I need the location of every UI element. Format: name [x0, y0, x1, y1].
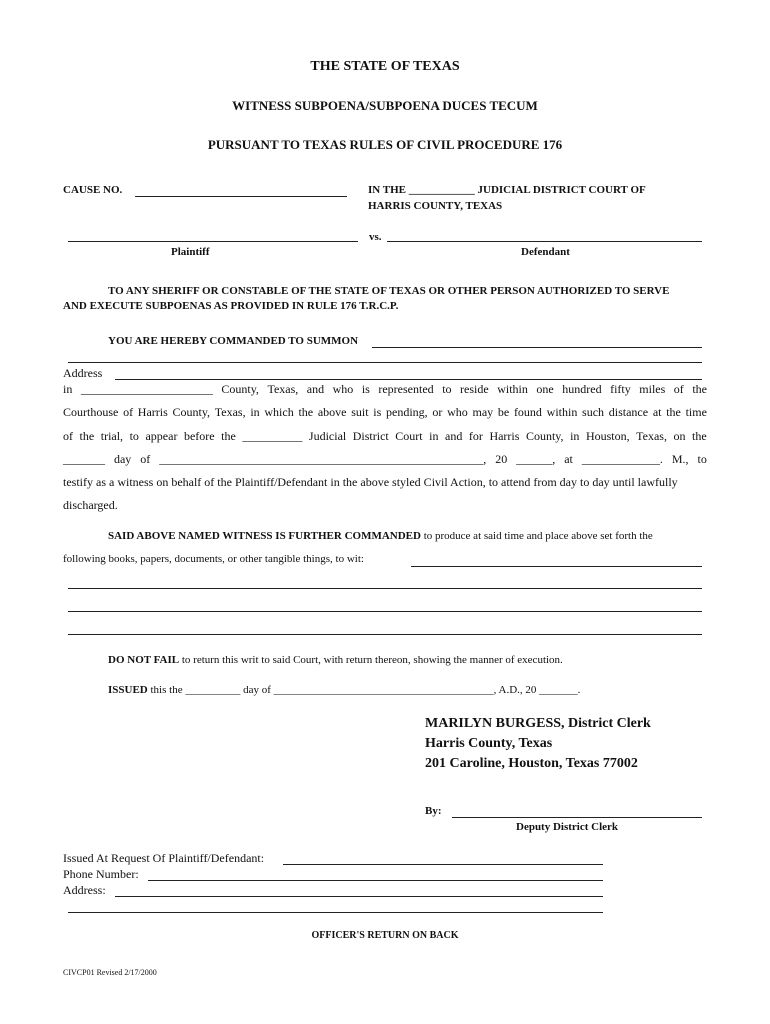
paragraph-word: ______, — [516, 452, 556, 466]
paragraph-word: Texas, — [267, 382, 299, 396]
paragraph-word: the — [692, 382, 707, 396]
paragraph-word: the — [298, 405, 314, 419]
paragraph-word: appear — [145, 429, 178, 443]
paragraph-word: on — [673, 429, 686, 443]
form-title-state: THE STATE OF TEXAS — [310, 59, 460, 74]
paragraph-word: of — [673, 382, 684, 396]
paragraph-word: hundred — [562, 382, 602, 396]
paragraph-word: day — [113, 452, 132, 466]
duces-commanded-rest: to produce at said time and place above set forth the — [420, 530, 653, 542]
paragraph-word: trial, — [100, 429, 124, 443]
clerk-name: MARILYN BURGESS, District Clerk — [425, 716, 651, 731]
witness-name-field-2[interactable] — [68, 362, 702, 363]
summon-paragraph-line-3 — [63, 429, 707, 444]
paragraph-word: ______________________________________________________, — [159, 452, 487, 466]
paragraph-word: Court — [395, 429, 423, 443]
paragraph-word: or — [432, 405, 443, 419]
documents-field-1[interactable] — [411, 566, 702, 567]
paragraph-word: Houston, — [585, 429, 630, 443]
paragraph-word: the — [221, 429, 236, 443]
paragraph-word: is — [373, 405, 382, 419]
paragraph-word: in — [250, 405, 260, 419]
defendant-field[interactable] — [387, 241, 702, 242]
witness-address-field[interactable] — [115, 379, 702, 380]
summon-paragraph-line-2 — [63, 405, 707, 420]
documents-field-2[interactable] — [68, 588, 702, 589]
issued-line — [108, 684, 580, 696]
summon-paragraph-line-4 — [63, 452, 707, 467]
phone-number-field[interactable] — [148, 880, 603, 881]
paragraph-word: in — [63, 382, 73, 396]
paragraph-word: which — [264, 405, 294, 419]
cause-no-field[interactable] — [135, 196, 347, 197]
plaintiff-label: Plaintiff — [171, 246, 210, 258]
paragraph-word: suit — [351, 405, 369, 419]
paragraph-word: at — [652, 405, 662, 419]
issued-rest: this the __________ day of ________________________________________, A.D., 20 _______. — [147, 684, 581, 696]
request-address-label: Address: — [63, 883, 106, 897]
issued-at-request-field[interactable] — [283, 864, 603, 865]
documents-field-3[interactable] — [68, 611, 702, 612]
witness-name-field[interactable] — [372, 347, 702, 348]
paragraph-word: of — [63, 429, 73, 443]
duces-commanded-line — [108, 530, 653, 542]
paragraph-word: of — [140, 452, 151, 466]
paragraph-word: Judicial — [308, 429, 347, 443]
clerk-address: 201 Caroline, Houston, Texas 77002 — [425, 756, 638, 771]
paragraph-word: found — [513, 405, 542, 419]
paragraph-word: time — [685, 405, 707, 419]
paragraph-word: County, — [172, 405, 211, 419]
paragraph-word: represented — [378, 382, 434, 396]
paragraph-word: and — [306, 382, 325, 396]
paragraph-word: such — [582, 405, 605, 419]
clerk-county: Harris County, Texas — [425, 736, 553, 751]
paragraph-word: to — [697, 452, 707, 466]
plaintiff-field[interactable] — [68, 241, 358, 242]
paragraph-word: Harris — [137, 405, 168, 419]
by-label: By: — [425, 805, 442, 817]
form-title-rule: PURSUANT TO TEXAS RULES OF CIVIL PROCEDURE 176 — [207, 137, 563, 152]
paragraph-word: 20 — [495, 452, 508, 466]
paragraph-word: at — [564, 452, 573, 466]
address-label: Address — [63, 366, 103, 380]
paragraph-word: Courthouse — [63, 405, 119, 419]
phone-number-label: Phone Number: — [63, 867, 139, 881]
paragraph-word: County, — [221, 382, 259, 396]
paragraph-word: in — [429, 429, 439, 443]
paragraph-word: who — [332, 382, 354, 396]
do-not-fail-bold: DO NOT FAIL — [108, 654, 180, 666]
form-title-subpoena: WITNESS SUBPOENA/SUBPOENA DUCES TECUM — [232, 98, 538, 113]
signature-field[interactable] — [452, 817, 702, 818]
paragraph-word: __________ — [242, 429, 303, 443]
paragraph-word: reside — [460, 382, 489, 396]
to-sheriff-line-2: AND EXECUTE SUBPOENAS AS PROVIDED IN RULE 176 T.R.C.P. — [63, 300, 399, 312]
court-line-1: IN THE ____________ JUDICIAL DISTRICT COURT OF — [368, 184, 646, 196]
paragraph-word: the — [666, 405, 681, 419]
request-address-field[interactable] — [115, 896, 603, 897]
paragraph-word: who — [447, 405, 468, 419]
summon-label: YOU ARE HEREBY COMMANDED TO SUMMON — [108, 335, 359, 347]
do-not-fail-line — [108, 654, 563, 666]
paragraph-word: to — [442, 382, 452, 396]
paragraph-word: distance — [608, 405, 649, 419]
do-not-fail-rest: to return this writ to said Court, with return thereon, showing the manner of execution. — [179, 654, 563, 666]
paragraph-word: Texas, — [636, 429, 667, 443]
duces-to-wit-label: following books, papers, documents, or other tangible things, to wit: — [63, 553, 364, 565]
paragraph-word: one — [536, 382, 554, 396]
summon-paragraph-line-1 — [63, 382, 707, 397]
paragraph-word: _____________. — [581, 452, 663, 466]
paragraph-word: ______________________ — [80, 382, 213, 396]
paragraph-word: fifty — [610, 382, 631, 396]
paragraph-word: is — [361, 382, 370, 396]
summon-paragraph-line-6: discharged. — [63, 498, 118, 512]
paragraph-word: District — [352, 429, 389, 443]
paragraph-word: within — [546, 405, 578, 419]
paragraph-word: and — [445, 429, 463, 443]
paragraph-word: County, — [525, 429, 564, 443]
paragraph-word: M., — [671, 452, 689, 466]
paragraph-word: in — [570, 429, 580, 443]
documents-field-4[interactable] — [68, 634, 702, 635]
paragraph-word: above — [317, 405, 347, 419]
paragraph-word: within — [497, 382, 528, 396]
paragraph-word: before — [183, 429, 215, 443]
issued-at-request-label: Issued At Request Of Plaintiff/Defendant: — [63, 851, 265, 865]
paragraph-word: _______ — [63, 452, 105, 466]
paragraph-word: pending, — [386, 405, 428, 419]
to-sheriff-line-1: TO ANY SHERIFF OR CONSTABLE OF THE STATE OF TEXAS OR OTHER PERSON AUTHORIZED TO SERVE — [108, 285, 670, 297]
request-address-field-2[interactable] — [68, 912, 603, 913]
court-line-2: HARRIS COUNTY, TEXAS — [368, 200, 503, 212]
vs-label: vs. — [369, 231, 382, 243]
paragraph-word: may — [472, 405, 494, 419]
deputy-clerk-label: Deputy District Clerk — [516, 821, 619, 833]
summon-paragraph-line-5: testify as a witness on behalf of the Plaintiff/Defendant in the above styled Civil Action, to attend from day to day until lawfully — [63, 475, 678, 489]
paragraph-word: be — [497, 405, 510, 419]
duces-commanded-bold: SAID ABOVE NAMED WITNESS IS FURTHER COMMANDED — [108, 530, 421, 542]
paragraph-word: the — [692, 429, 707, 443]
paragraph-word: Harris — [489, 429, 520, 443]
paragraph-word: Texas, — [214, 405, 246, 419]
paragraph-word: the — [79, 429, 95, 443]
paragraph-word: for — [468, 429, 483, 443]
officers-return-note: OFFICER'S RETURN ON BACK — [311, 930, 459, 941]
paragraph-word: of — [123, 405, 134, 419]
paragraph-word: to — [129, 429, 139, 443]
paragraph-word: miles — [639, 382, 666, 396]
revision-label: CIVCP01 Revised 2/17/2000 — [63, 968, 157, 977]
issued-bold: ISSUED — [108, 684, 148, 696]
defendant-label: Defendant — [521, 246, 570, 258]
cause-no-label: CAUSE NO. — [63, 184, 123, 196]
